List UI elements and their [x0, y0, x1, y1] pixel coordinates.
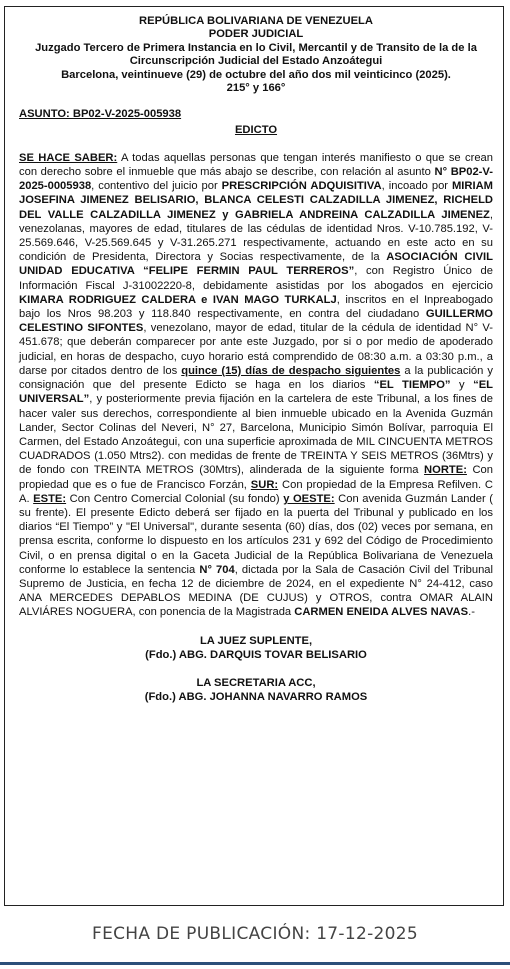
edict-title: EDICTO: [234, 123, 278, 136]
body-run: KIMARA RODRIGUEZ CALDERA e IVAN MAGO TURKALJ: [19, 293, 337, 306]
header-country: REPÚBLICA BOLIVARIANA DE VENEZUELA: [139, 15, 373, 27]
body-run: Con Centro Comercial Colonial (su fondo): [66, 492, 284, 505]
body-run: y OESTE:: [283, 492, 335, 505]
body-run: N° BP02-V-2025-0005938: [19, 166, 493, 193]
body-run: “EL UNIVERSAL”: [19, 379, 493, 406]
judge-signature: [19, 634, 493, 662]
body-run: y: [450, 379, 474, 392]
body-run: Con avenida Guzmán Lander ( su frente). El presente Edicto deberá ser fijado en la puerta del Tribunal y publicado en los diarios “El Tiempo” y "El Universal", durante sesenta (60) días, dos (02) veces por semana, en prensa escrita, conforme lo dispuesto en los artículos 231 y 692 del Código de Procedimiento Civil, o en prensa digital o en la Gaceta Judicial de la República Bolivariana de Venezuela conforme lo establece la sentencia: [19, 492, 493, 576]
body-run: , dictada por la Sala de Casación Civil del Tribunal Supremo de Justicia, en fecha 12 de diciembre de 2024, en el expediente N° 24-412, caso ANA MERCEDES DEPABLOS MEDINA (DE CUJUS) y OTROS, contra OMAR ALAIN ALVIÁRES NOGUERA, con ponencia de la Magistrada: [19, 563, 494, 619]
header-branch: PODER JUDICIAL: [208, 28, 304, 41]
body-run: SE HACE SABER:: [19, 151, 118, 164]
body-run: SUR:: [250, 478, 279, 491]
body-run: , con Registro Único de Información Fiscal J-31002220-8, debidamente asistidas por los abogados en ejercicio: [19, 265, 493, 292]
body-run: A todas aquellas personas que tengan interés manifiesto o que se crean con derecho sobre el inmueble que más abajo se describe, con relación al asunto: [19, 151, 493, 179]
body-run: , venezolano, mayor de edad, titular de la cédula de identidad N° V-451.678; que deberán comparecer por ante este Juzgado, por si o por medio de apoderado judicial, en horas de despacho, cuyo horario está comprendido de 08:30 a.m. a 03:30 p.m., a darse por citados dentro de los: [19, 322, 494, 377]
body-run: CARMEN ENEIDA ALVES NAVAS: [294, 606, 469, 619]
publication-date: FECHA DE PUBLICACIÓN: 17-12-2025: [92, 924, 418, 944]
secretary-title: LA SECRETARIA ACC,: [196, 676, 316, 689]
header-years: 215° y 166°: [226, 82, 286, 95]
body-run: MIRIAM JOSEFINA JIMENEZ BELISARIO, BLANCA CELESTI CALZADILLA JIMENEZ, RICHELD DEL VALLE CALZADILLA JIMENEZ y GABRIELA ANDREINA CALZADILLA JIMENEZ: [19, 180, 493, 221]
body-run: ASOCIACIÓN CIVIL UNIDAD EDUCATIVA “FELIPE FERMIN PAUL TERREROS”: [19, 251, 493, 278]
edict-body: [19, 151, 493, 620]
edict-frame: [4, 6, 504, 906]
body-run: , venezolanas, mayores de edad, titulares de las cédulas de identidad Nros. V-10.785.192, V-25.569.646, V-25.569.645 y V-31.265.271 respectivamente, actuando en este acto en su condición de Presidenta, Directora y Socias respectivamente, de la: [19, 208, 493, 264]
body-run: , incoado por: [381, 180, 452, 193]
body-run: N° 704: [199, 563, 235, 576]
body-run: ESTE:: [33, 492, 67, 505]
header-date: Barcelona, veintinueve (29) de octubre del año dos mil veinticinco (2025).: [61, 68, 451, 81]
body-run: GUILLERMO CELESTINO SIFONTES: [19, 308, 493, 335]
body-run: Con propiedad que es o fue de Francisco Forzán,: [19, 464, 494, 491]
body-run: , contentivo del juicio por: [91, 180, 222, 193]
case-number: ASUNTO: BP02-V-2025-005938: [19, 108, 182, 121]
footer-divider: [0, 962, 510, 965]
body-run: Con propiedad de la Empresa Refilven. C A.: [19, 478, 494, 505]
body-run: .-: [468, 606, 475, 619]
body-run: “EL TIEMPO”: [373, 379, 451, 392]
header-court: Juzgado Tercero de Primera Instancia en lo Civil, Mercantil y de Transito de la de la Circunscripción Judicial del Estado Anzoátegui: [35, 41, 477, 68]
body-run: , inscritos en el Inpreabogado bajo los Nros 98.203 y 118.840 respectivamente, en contra del ciudadano: [19, 293, 493, 321]
edict-document: [19, 15, 493, 704]
body-run: a la publicación y consignación que del presente Edicto se haga en los diarios: [19, 364, 493, 392]
body-run: PRESCRIPCIÓN ADQUISITIVA: [221, 180, 382, 193]
judge-name: (Fdo.) ABG. DARQUIS TOVAR BELISARIO: [145, 648, 367, 661]
document-header: [19, 15, 493, 95]
body-run: quince (15) días de despacho siguientes: [181, 364, 401, 377]
body-run: NORTE:: [424, 464, 467, 477]
secretary-signature: [19, 676, 493, 704]
judge-title: LA JUEZ SUPLENTE,: [199, 634, 313, 647]
secretary-name: (Fdo.) ABG. JOHANNA NAVARRO RAMOS: [144, 691, 368, 704]
body-run: , y posteriormente previa fijación en la cartelera de este Tribunal, a los fines de hacer valer sus derechos, correspondiente al bien inmueble ubicado en la Avenida Guzmán Lander, Sector Colinas del Neveri, N° 27, Barcelona, Municipio Simón Bolívar, parroquia El Carmen, del Estado Anzoátegui, con una superficie aproximada de MIL CINCUENTA METROS CUADRADOS (1.050 Mtrs2). con medidas de frente de TREINTA Y SEIS METROS (36Mtrs) y de fondo con TREINTA METROS (30Mtrs), alinderada de la siguiente forma: [19, 393, 493, 477]
